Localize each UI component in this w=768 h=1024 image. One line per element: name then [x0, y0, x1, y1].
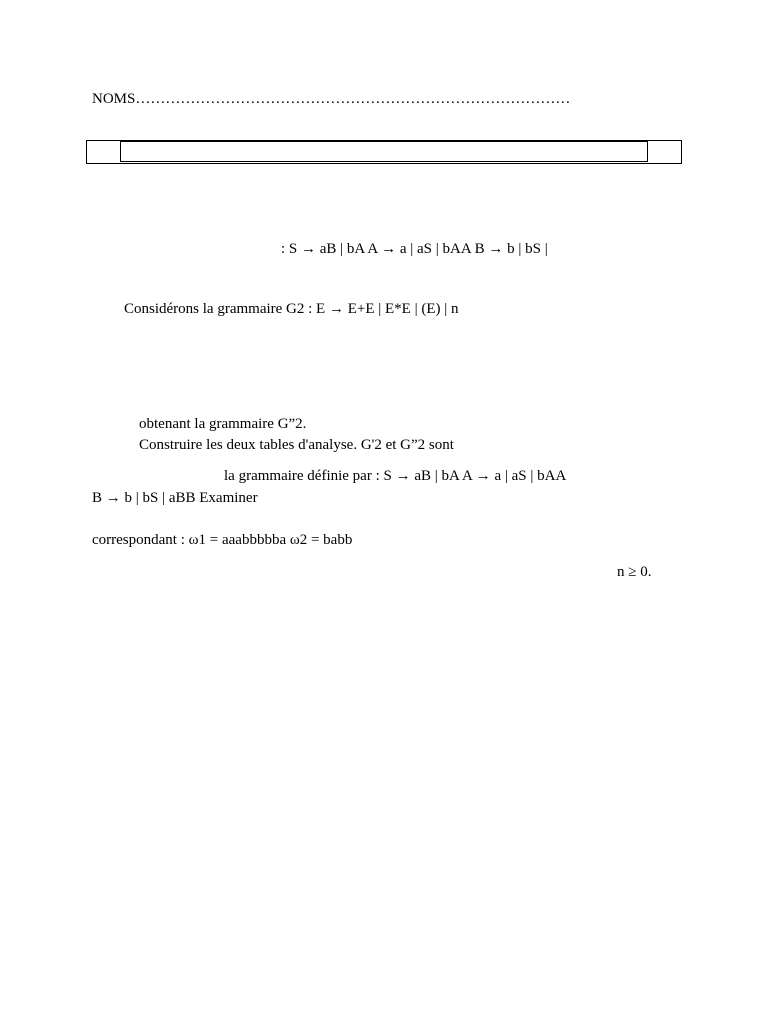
grammar-g3-definition-line1: la grammaire définie par : S → aB | bA A → a | aS | bAA	[224, 468, 567, 484]
grammar-g2-obtain: obtenant la grammaire G”2.	[139, 416, 307, 432]
header-inner-box	[120, 141, 648, 162]
grammar-g2-intro: Considérons la grammaire G2 : E → E+E | E*E | (E) | n	[124, 301, 459, 317]
grammar-g2-build-tables: Construire les deux tables d'analyse. G'2 et G”2 sont	[139, 437, 454, 453]
grammar-g3-definition-line2: B → b | bS | aBB Examiner	[92, 490, 258, 506]
grammar-g1-rules: : S → aB | bA A → a | aS | bAA B → b | bS |	[281, 241, 548, 257]
n-condition: n ≥ 0.	[617, 564, 652, 580]
words-to-analyze: correspondant : ω1 = aaabbbbba ω2 = babb	[92, 532, 353, 548]
noms-field: NOMS……………………………………………………………………………	[92, 91, 571, 107]
